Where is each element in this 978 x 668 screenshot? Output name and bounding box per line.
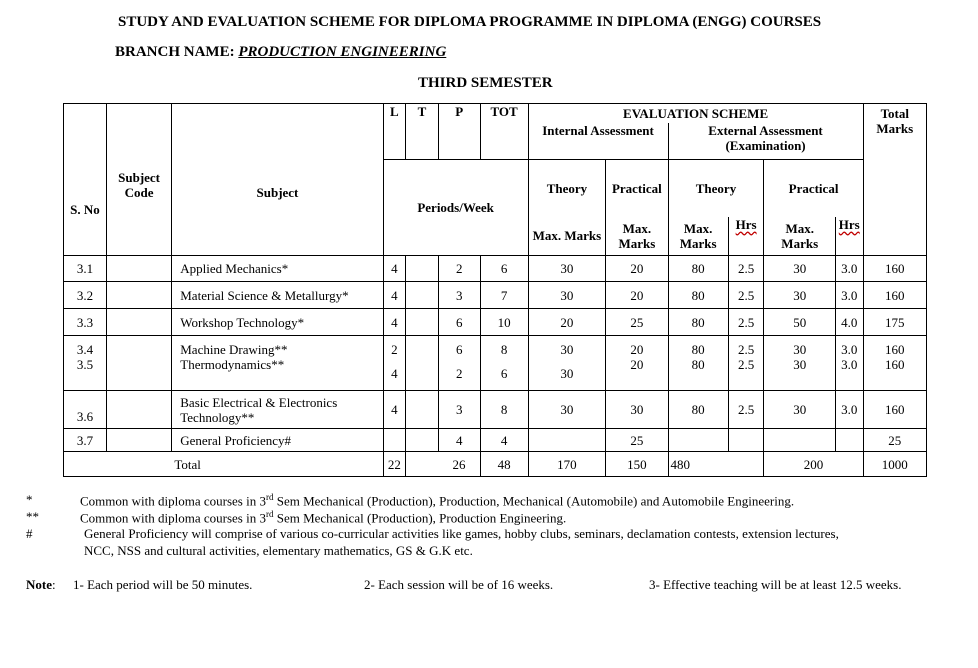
hrs-label: Hrs <box>735 216 757 232</box>
col-header-max-marks: Max. Marks <box>668 217 728 256</box>
note-item-1: 1- Each period will be 50 minutes. <box>73 577 253 592</box>
external-practical-hrs-cell <box>835 429 863 452</box>
t-cell <box>406 256 439 282</box>
l-cell <box>383 429 405 452</box>
external-practical-cell: 30 <box>764 357 835 391</box>
internal-theory-cell: 30 <box>528 357 606 391</box>
hrs-label: Hrs <box>838 216 860 232</box>
col-header-hrs <box>728 217 764 256</box>
subject-cell: Basic Electrical & Electronics Technology** <box>172 391 383 429</box>
sno-cell: 3.6 <box>64 391 107 429</box>
internal-practical-cell: 20 <box>606 282 668 309</box>
p-cell: 4 <box>438 429 480 452</box>
sno-cell: 3.4 <box>64 336 107 357</box>
total-p: 26 <box>438 452 480 477</box>
totals-row <box>64 452 927 477</box>
external-practical-cell: 30 <box>764 282 835 309</box>
total-tot: 48 <box>480 452 528 477</box>
external-theory-cell: 80 <box>668 309 728 336</box>
external-practical-hrs-cell: 3.0 <box>835 336 863 357</box>
internal-practical-cell: 25 <box>606 429 668 452</box>
internal-theory-cell: 30 <box>528 391 606 429</box>
col-header-t: T <box>406 104 439 123</box>
sno-cell: 3.3 <box>64 309 107 336</box>
footnote-symbol: ** <box>26 509 39 524</box>
external-practical-cell: 30 <box>764 256 835 282</box>
tot-cell: 8 <box>480 391 528 429</box>
p-cell: 3 <box>438 282 480 309</box>
t-cell <box>406 391 439 429</box>
external-practical-cell: 30 <box>764 336 835 357</box>
external-practical-hrs-cell: 3.0 <box>835 256 863 282</box>
l-cell: 4 <box>383 357 405 391</box>
internal-theory-cell: 30 <box>528 336 606 357</box>
external-practical-hrs-cell: 3.0 <box>835 391 863 429</box>
sno-cell: 3.5 <box>64 357 107 391</box>
semester-heading: THIRD SEMESTER <box>418 75 553 91</box>
evaluation-scheme-table <box>63 103 927 477</box>
t-cell <box>406 336 439 357</box>
col-header-sno: S. No <box>64 104 107 256</box>
internal-practical-cell: 30 <box>606 391 668 429</box>
external-theory-hrs-cell: 2.5 <box>728 336 764 357</box>
col-header-max-marks: Max. Marks <box>764 217 835 256</box>
total-marks-cell: 25 <box>863 429 926 452</box>
subject-cell: Thermodynamics** <box>172 357 383 391</box>
internal-practical-cell: 25 <box>606 309 668 336</box>
sno-cell: 3.7 <box>64 429 107 452</box>
total-external-theory: 480 <box>668 452 764 477</box>
col-header-ext-theory: Theory <box>668 160 764 217</box>
t-cell <box>406 309 439 336</box>
subject-code-cell <box>106 336 171 357</box>
col-header-l: L <box>383 104 405 123</box>
total-marks-cell: 160 <box>863 256 926 282</box>
internal-practical-cell: 20 <box>606 357 668 391</box>
l-cell: 4 <box>383 256 405 282</box>
external-practical-cell: 30 <box>764 391 835 429</box>
sno-cell: 3.1 <box>64 256 107 282</box>
col-header-ext-practical: Practical <box>764 160 863 217</box>
col-header-total-marks: Total Marks <box>863 104 926 256</box>
subject-cell: Material Science & Metallurgy* <box>172 282 383 309</box>
total-marks-grand: 1000 <box>863 452 926 477</box>
external-theory-hrs-cell: 2.5 <box>728 391 764 429</box>
footnote-symbol: * <box>26 492 33 507</box>
total-internal-practical: 150 <box>606 452 668 477</box>
col-header-subject-code: Subject Code <box>106 104 171 256</box>
external-theory-cell: 80 <box>668 336 728 357</box>
total-external-practical: 200 <box>764 452 863 477</box>
page-title: STUDY AND EVALUATION SCHEME FOR DIPLOMA PROGRAMME IN DIPLOMA (ENGG) COURSES <box>118 14 822 30</box>
external-theory-hrs-cell: 2.5 <box>728 256 764 282</box>
note-item-3: 3- Effective teaching will be at least 12.5 weeks. <box>649 577 902 592</box>
total-internal-theory: 170 <box>528 452 606 477</box>
internal-practical-cell: 20 <box>606 336 668 357</box>
l-cell: 4 <box>383 309 405 336</box>
col-header-internal-assessment: Internal Assessment <box>528 123 668 160</box>
tot-cell: 6 <box>480 357 528 391</box>
table-row <box>64 429 927 452</box>
subject-code-cell <box>106 429 171 452</box>
internal-theory-cell <box>528 429 606 452</box>
table-row <box>64 357 927 391</box>
external-theory-cell: 80 <box>668 357 728 391</box>
subject-code-cell <box>106 282 171 309</box>
l-cell: 2 <box>383 336 405 357</box>
note-item-2: 2- Each session will be of 16 weeks. <box>364 577 554 592</box>
total-marks-cell: 160 <box>863 336 926 357</box>
t-cell <box>406 429 439 452</box>
p-cell: 6 <box>438 309 480 336</box>
col-header-hrs <box>835 217 863 256</box>
footnote-symbol: # <box>26 526 33 541</box>
col-header-int-practical: Practical <box>606 160 668 217</box>
p-cell: 2 <box>438 357 480 391</box>
tot-cell: 8 <box>480 336 528 357</box>
l-cell: 4 <box>383 282 405 309</box>
tot-cell: 10 <box>480 309 528 336</box>
tot-cell: 4 <box>480 429 528 452</box>
table-row <box>64 309 927 336</box>
external-theory-hrs-cell: 2.5 <box>728 282 764 309</box>
total-marks-cell: 175 <box>863 309 926 336</box>
external-theory-hrs-cell <box>728 429 764 452</box>
branch-value: PRODUCTION ENGINEERING <box>238 44 447 60</box>
subject-code-cell <box>106 391 171 429</box>
external-theory-cell: 80 <box>668 256 728 282</box>
col-header-int-theory: Theory <box>528 160 606 217</box>
p-cell: 2 <box>438 256 480 282</box>
subject-cell: Machine Drawing** <box>172 336 383 357</box>
subject-cell: Workshop Technology* <box>172 309 383 336</box>
totals-label: Total <box>106 452 383 477</box>
col-header-subject: Subject <box>172 104 383 256</box>
total-marks-cell: 160 <box>863 357 926 391</box>
tot-cell: 7 <box>480 282 528 309</box>
col-header-external-assessment: External Assessment (Examination) <box>668 123 863 160</box>
t-cell <box>406 282 439 309</box>
subject-code-cell <box>106 309 171 336</box>
total-marks-cell: 160 <box>863 282 926 309</box>
internal-practical-cell: 20 <box>606 256 668 282</box>
external-theory-hrs-cell: 2.5 <box>728 357 764 391</box>
external-practical-hrs-cell: 3.0 <box>835 357 863 391</box>
footnote-text: Common with diploma courses in 3rd Sem Mechanical (Production), Production, Mechanical (Automobile) and Automobile Engineering. <box>80 492 795 509</box>
tot-cell: 6 <box>480 256 528 282</box>
table-row <box>64 391 927 429</box>
footnote-text: Common with diploma courses in 3rd Sem Mechanical (Production), Production Engineering. <box>80 509 567 526</box>
l-cell: 4 <box>383 391 405 429</box>
col-header-periods-week: Periods/Week <box>383 160 528 256</box>
external-practical-cell: 50 <box>764 309 835 336</box>
subject-code-cell <box>106 256 171 282</box>
branch-line <box>115 44 446 61</box>
footnote-text: General Proficiency will comprise of various co-curricular activities like games, hobby clubs, seminars, declamation contests, extension lectures, <box>84 526 839 541</box>
sno-cell: 3.2 <box>64 282 107 309</box>
external-theory-cell <box>668 429 728 452</box>
col-header-evaluation-scheme: EVALUATION SCHEME <box>528 104 863 123</box>
col-header-tot: TOT <box>480 104 528 123</box>
total-l: 22 <box>383 452 405 477</box>
subject-cell: General Proficiency# <box>172 429 383 452</box>
p-cell: 3 <box>438 391 480 429</box>
header-row-1 <box>64 104 927 123</box>
table-row <box>64 336 927 357</box>
total-marks-cell: 160 <box>863 391 926 429</box>
col-header-p: P <box>438 104 480 123</box>
table-row <box>64 256 927 282</box>
subject-code-cell <box>106 357 171 391</box>
internal-theory-cell: 30 <box>528 282 606 309</box>
table-row <box>64 282 927 309</box>
external-practical-cell <box>764 429 835 452</box>
branch-label: BRANCH NAME: <box>115 44 235 60</box>
footnote-text-continued: NCC, NSS and cultural activities, elementary mathematics, GS & G.K etc. <box>84 543 473 558</box>
external-theory-cell: 80 <box>668 391 728 429</box>
internal-theory-cell: 20 <box>528 309 606 336</box>
t-cell <box>406 357 439 391</box>
external-practical-hrs-cell: 4.0 <box>835 309 863 336</box>
col-header-max-marks: Max. Marks <box>606 217 668 256</box>
note-label: Note: <box>26 577 56 592</box>
internal-theory-cell: 30 <box>528 256 606 282</box>
external-theory-hrs-cell: 2.5 <box>728 309 764 336</box>
external-practical-hrs-cell: 3.0 <box>835 282 863 309</box>
col-header-max-marks: Max. Marks <box>528 217 606 256</box>
subject-cell: Applied Mechanics* <box>172 256 383 282</box>
p-cell: 6 <box>438 336 480 357</box>
external-theory-cell: 80 <box>668 282 728 309</box>
